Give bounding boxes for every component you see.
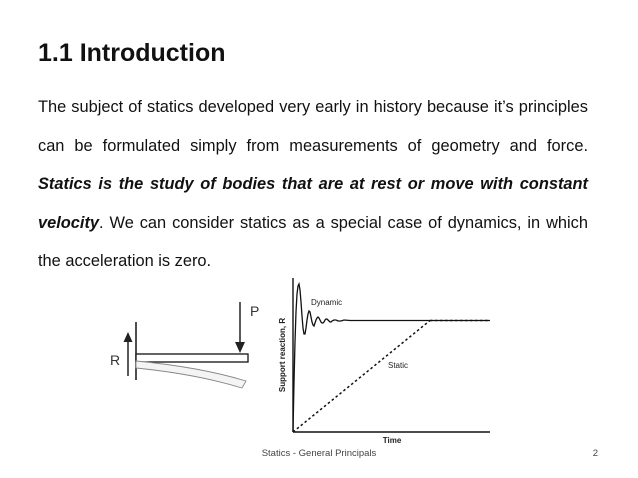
cantilever-beam-diagram: [110, 302, 259, 388]
plot-y-axis-label: Support reaction, R: [278, 317, 287, 393]
deflected-beam: [136, 361, 246, 388]
reaction-time-plot: [278, 278, 490, 444]
statics-definition: Statics is the study of bodies that are at rest or move with constant velocity: [38, 175, 588, 232]
reaction-arrow-head: [124, 332, 133, 342]
dynamic-curve-label: Dynamic: [311, 298, 343, 307]
force-arrow-head: [235, 342, 245, 353]
statics-dynamics-figure: [100, 272, 500, 444]
static-response-ramp: [293, 321, 430, 433]
slide-title: 1.1 Introduction: [38, 39, 226, 67]
reaction-label: R: [110, 352, 121, 368]
intro-paragraph: [38, 88, 588, 281]
force-label: P: [250, 303, 260, 319]
plot-x-axis-label: Time: [382, 436, 402, 444]
static-curve-label: Static: [388, 361, 409, 370]
page-number: 2: [592, 448, 598, 459]
footer-text: Statics - General Principals: [261, 448, 377, 459]
beam-shape: [136, 354, 248, 362]
intro-sentence: The subject of statics developed very early in history because it’s principles can be formulated simply from measurements of geometry and force.: [38, 98, 588, 155]
dynamics-comparison: . We can consider statics as a special case of dynamics, in which the acceleration is zero.: [38, 213, 588, 270]
